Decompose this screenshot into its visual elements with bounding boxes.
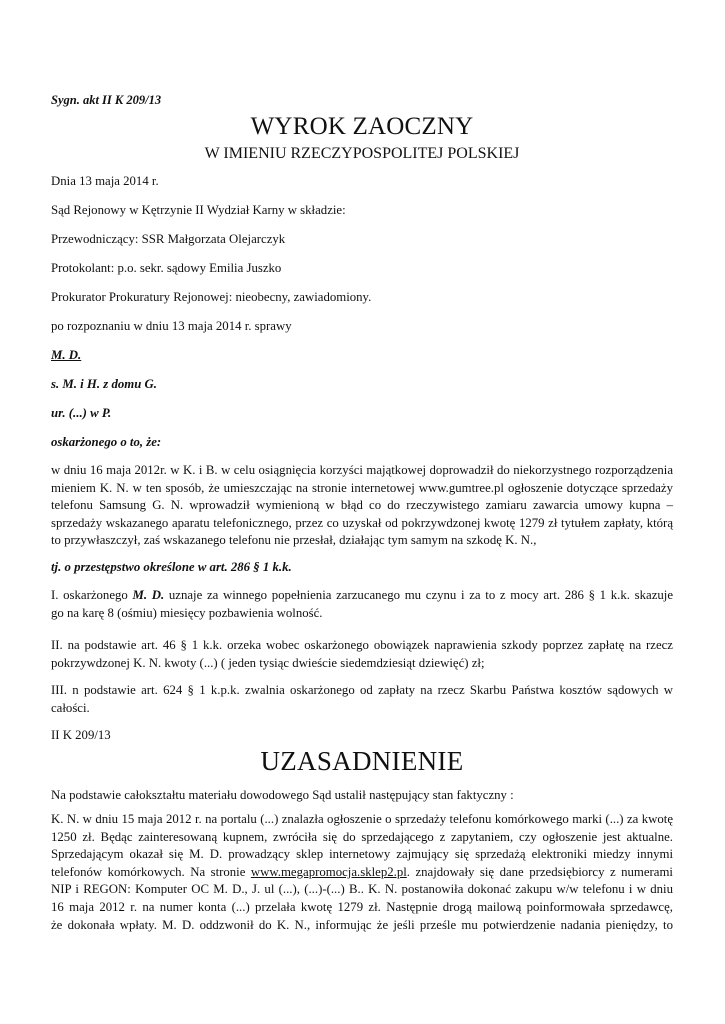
- verdict-item-1: [51, 587, 673, 622]
- prosecutor-info: Prokurator Prokuratury Rejonowej: nieobecny, zawiadomiony.: [51, 290, 372, 304]
- justification-line: Sprzedającym okazał się M. D. prowadzący sklep internetowy zajmujący się sprzedażą elektroniki miedzy innymi: [51, 847, 673, 862]
- verdict-item-3: [51, 682, 673, 717]
- charge-line: sprzedaży wskazanego aparatu telefonicznego, przez co uzyskał od pokrzywdzonej kwotę 1279 zł tytułem zapłaty, którą: [51, 515, 673, 530]
- verdict-item-1-line2: go na karę 8 (ośmiu) miesięcy pozbawienia wolność.: [51, 605, 323, 620]
- justification-title: UZASADNIENIE: [260, 746, 464, 776]
- verdict-item-2: [51, 637, 673, 672]
- verdict-item-1-prefix: I. oskarżonego: [51, 588, 128, 602]
- charge-line: to przywłaszczył, zaś wskazanego telefonu nie przesłał, działając tym samym na szkodę K. N.,: [51, 533, 537, 548]
- page-subtitle: W IMIENIU RZECZYPOSPOLITEJ POLSKIEJ: [204, 145, 520, 162]
- charge-line: telefonu Samsung G. N. wprowadził wymienioną w błąd co do rzeczywistego zamiaru zawarcia umowy kupna –: [51, 498, 673, 513]
- charge-description: [51, 462, 673, 550]
- verdict-item-3-line2: całości.: [51, 700, 90, 715]
- accusation-heading: oskarżonego o to, że:: [51, 435, 162, 449]
- justification-body: [51, 811, 673, 934]
- case-reference: II K 209/13: [51, 728, 111, 742]
- hearing-info: po rozpoznaniu w dniu 13 maja 2014 r. sprawy: [51, 319, 292, 333]
- presiding-judge: Przewodniczący: SSR Małgorzata Olejarczyk: [51, 232, 286, 246]
- charge-line: w dniu 16 maja 2012r. w K. i B. w celu osiągnięcia korzyści majątkowej doprowadził do niekorzystnego rozporządzenia: [51, 463, 673, 477]
- justification-line: K. N. w dniu 15 maja 2012 r. na portalu (...) znalazła ogłoszenie o sprzedaży telefonu komórkowego marki (...) za kwotę: [51, 812, 673, 826]
- page-title: WYROK ZAOCZNY: [250, 113, 474, 140]
- justification-line-text: telefonów komórkowych. Na stronie: [51, 864, 246, 879]
- justification-line: NIP i REGON: Komputer OC M. D., J. ul (...), (...)-(...) B.. K. N. postanowiła dokonać zakupu w/w telefonu i w dniu: [51, 882, 673, 897]
- defendant-birth: ur. (...) w P.: [51, 406, 112, 420]
- verdict-item-1-text: uznaje za winnego popełnienia zarzucanego mu czynu i za to z mocy art. 286 § 1 k.k. skazuje: [168, 588, 674, 602]
- justification-line: że dokonała wpłaty. M. D. oddzwonił do K. N., informując że jeśli prześle mu potwierdzenie nadania pieniędzy, to: [51, 917, 673, 932]
- defendant-parents: s. M. i H. z domu G.: [51, 377, 157, 391]
- justification-intro: Na podstawie całokształtu materiału dowodowego Sąd ustalił następujący stan faktyczny :: [51, 788, 514, 802]
- defendant-name: M. D.: [51, 348, 82, 362]
- judgment-date: Dnia 13 maja 2014 r.: [51, 174, 159, 188]
- justification-line: 1250 zł. Będąc zainteresowaną kupnem, zwróciła się do sprzedającego z zapytaniem, czy ogłoszenie jest aktualne.: [51, 829, 673, 844]
- megapromocja-link[interactable]: www.megapromocja.sklep2.pl: [250, 864, 407, 879]
- case-signature: Sygn. akt II K 209/13: [51, 93, 162, 107]
- court-clerk: Protokolant: p.o. sekr. sądowy Emilia Juszko: [51, 261, 282, 275]
- justification-line: 16 maja 2012 r. na numer konta (...) przelała kwotę 1279 zł. Następnie drogą mailową poinformowała sprzedawcę,: [51, 899, 673, 914]
- justification-line: [51, 864, 673, 882]
- legal-qualification: tj. o przestępstwo określone w art. 286 § 1 k.k.: [51, 560, 292, 574]
- verdict-item-2-line1: II. na podstawie art. 46 § 1 k.k. orzeka wobec oskarżonego obowiązek naprawienia szkody poprzez zapłatę na rzecz: [51, 638, 673, 652]
- verdict-defendant-name: M. D.: [132, 588, 165, 602]
- charge-line: mieniem K. N. w ten sposób, że umieszczając na stronie internetowej www.gumtree.pl ogłoszenie dotyczące sprzedaży: [51, 480, 673, 495]
- verdict-item-3-line1: III. n podstawie art. 624 § 1 k.p.k. zwalnia oskarżonego od zapłaty na rzecz Skarbu Państwa kosztów sądowych w: [51, 683, 673, 697]
- court-composition: Sąd Rejonowy w Kętrzynie II Wydział Karny w składzie:: [51, 203, 346, 217]
- justification-line-text: . znajdowały się dane przedsiębiorcy z numerami: [406, 864, 673, 879]
- verdict-item-2-line2: pokrzywdzonej K. N. kwoty (...) ( jeden tysiąc dwieście siedemdziesiąt dziewięć) zł;: [51, 655, 485, 670]
